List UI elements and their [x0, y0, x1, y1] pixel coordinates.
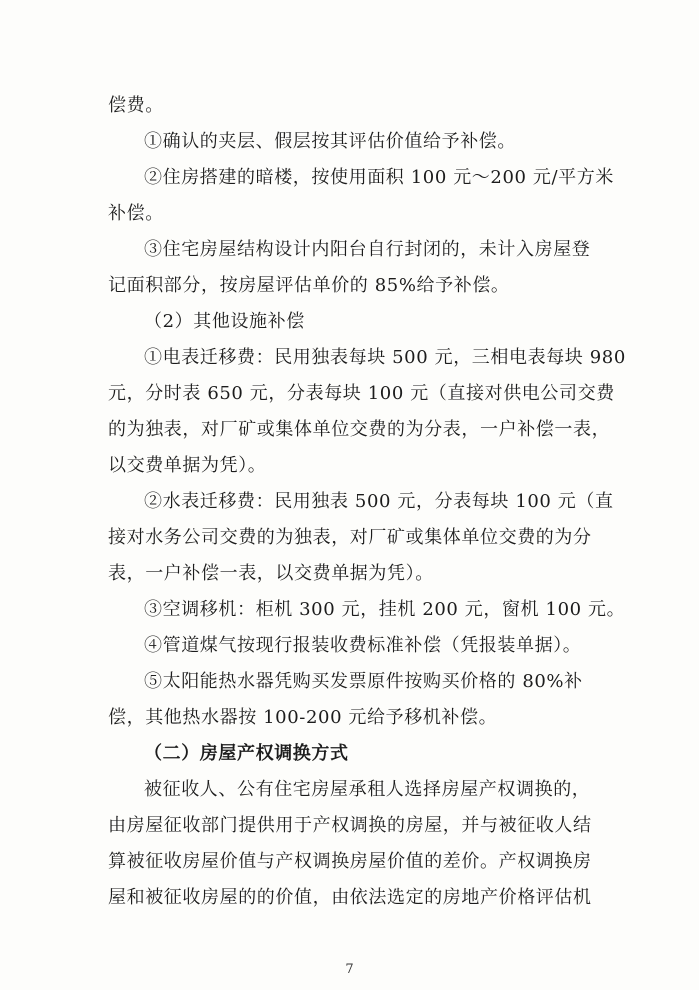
text-line: 被征收人、公有住宅房屋承租人选择房屋产权调换的， [144, 779, 591, 800]
text-line: 以交费单据为凭）。 [108, 455, 267, 476]
section-subheading: （2）其他设施补偿 [144, 311, 305, 332]
text-line: ②住房搭建的暗楼，按使用面积 100 元～200 元/平方米 [144, 167, 614, 188]
text-line: ①确认的夹层、假层按其评估价值给予补偿。 [144, 131, 516, 152]
text-line: ③空调移机：柜机 300 元，挂机 200 元，窗机 100 元。 [144, 599, 626, 620]
text-line: ⑤太阳能热水器凭购买发票原件按购买价格的 80%补 [144, 671, 583, 692]
text-line: 屋和被征收房屋的的价值，由依法选定的房地产价格评估机 [108, 887, 592, 908]
page-number: 7 [345, 962, 354, 977]
text-line: 记面积部分，按房屋评估单价的 85%给予补偿。 [108, 275, 510, 296]
text-line: 由房屋征收部门提供用于产权调换的房屋，并与被征收人结 [108, 815, 592, 836]
section-heading: （二）房屋产权调换方式 [144, 743, 349, 764]
text-line: 表，一户补偿一表，以交费单据为凭）。 [108, 563, 434, 584]
text-line: 的为独表，对厂矿或集体单位交费的为分表，一户补偿一表， [108, 419, 611, 440]
text-line: ③住宅房屋结构设计内阳台自行封闭的，未计入房屋登 [144, 239, 591, 260]
text-line: 补偿。 [108, 203, 164, 224]
text-line: 偿费。 [108, 95, 164, 116]
text-line: ①电表迁移费：民用独表每块 500 元，三相电表每块 980 [144, 347, 626, 368]
text-line: 偿，其他热水器按 100-200 元给予移机补偿。 [108, 707, 498, 728]
text-line: 元，分时表 650 元，分表每块 100 元（直接对供电公司交费 [108, 383, 615, 404]
text-line: 算被征收房屋价值与产权调换房屋价值的差价。产权调换房 [108, 851, 592, 872]
text-line: ②水表迁移费：民用独表 500 元，分表每块 100 元（直 [144, 491, 614, 512]
text-line: 接对水务公司交费的为独表，对厂矿或集体单位交费的为分 [108, 527, 592, 548]
text-line: ④管道煤气按现行报装收费标准补偿（凭报装单据）。 [144, 635, 582, 656]
